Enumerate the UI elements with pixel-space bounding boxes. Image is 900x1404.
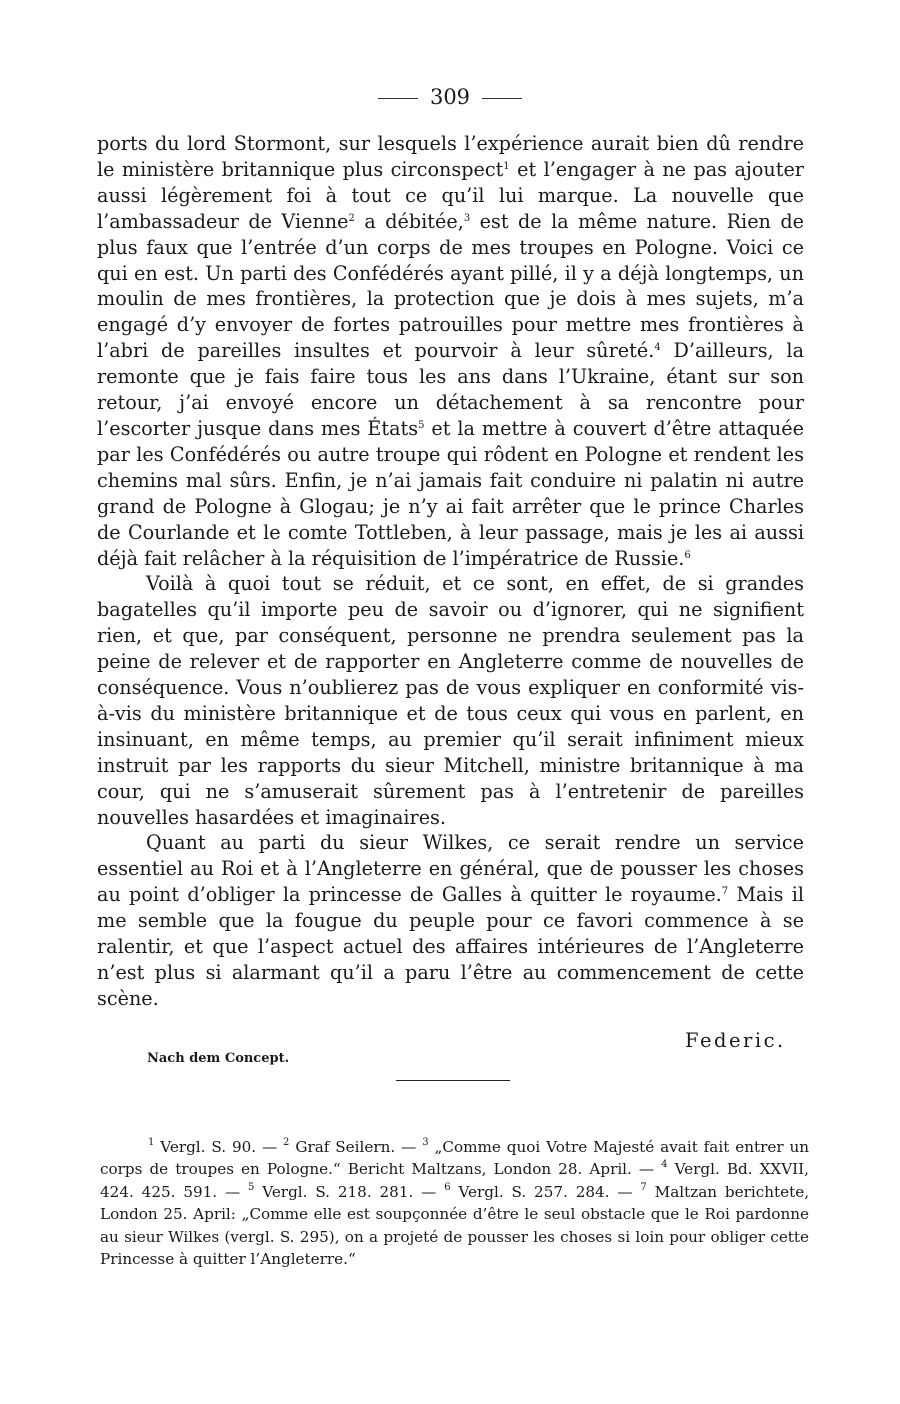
footnote-1: Vergl. S. 90. —: [160, 1138, 284, 1156]
paragraph-1: ports du lord Stormont, sur lesquels l’expérience aurait bien dû rendre le ministère britannique plus circonspect$^1$ et l’engager à ne pas ajouter aussi légèrement foi à tout ce qu’il lui marque. La nouvelle que l’ambassadeur de Vienne$^2$ a débitée,$^3$ est de la même nature. Rien de plus faux que l’entrée d’un corps de mes troupes en Pologne. Voici ce qui en est. Un parti des Confédérés ayant pillé, il y a déjà longtemps, un moulin de mes frontières, la protection que je dois à mes sujets, m’a engagé d’y envoyer de fortes patrouilles pour mettre mes frontières à l’abri de pareilles insultes et pourvoir à leur sûreté.$^4$ D’ailleurs, la remonte que je fais faire tous les ans dans l’Ukraine, étant sur son retour, j’ai envoyé encore un détachement à sa rencontre pour l’escorter jusque dans mes États$^5$ et la mettre à couvert d’être attaquée par les Confédérés ou autre troupe qui rôdent en Pologne et rendent les chemins mal sûrs. Enfin, je n’ai jamais fait conduire ni palatin ni autre grand de Pologne à Glogau; je n’y ai fait arrêter que le prince Charles de Courlande et le comte Tottleben, à leur passage, mais je les ai aussi déjà fait relâcher à la réquisition de l’impératrice de Russie.$^6$: [97, 132, 805, 570]
footnote-4: Vergl. Bd. XXVII, 424. 425. 591. —: [100, 1160, 809, 1201]
footnote-ref-6[interactable]: 6: [684, 549, 691, 561]
header-dash-left: [378, 98, 418, 99]
header-dash-right: [482, 98, 522, 99]
footnote-separator: [396, 1080, 510, 1081]
footnote-ref-1[interactable]: 1: [503, 160, 510, 172]
page-header: [0, 82, 900, 112]
letter-body: [97, 131, 804, 1012]
footnote-3: „Comme quoi Votre Majesté avait fait entrer un corps de troupes en Pologne.“ Bericht Maltzans, London 28. April. —: [100, 1138, 810, 1179]
footnote-ref-5[interactable]: 5: [418, 419, 425, 431]
footnote-6: Vergl. S. 257. 284. —: [458, 1182, 641, 1201]
footnote-ref-4[interactable]: 4: [654, 342, 661, 354]
signature: Federic.: [685, 1029, 786, 1052]
page-number: 309: [429, 85, 471, 109]
footnote-ref-3[interactable]: 3: [463, 212, 471, 224]
paragraph-2: Voilà à quoi tout se réduit, et ce sont, en effet, de si grandes bagatelles qu’il importe peu de savoir ou d’ignorer, qui ne signifient rien, et que, par conséquent, personne ne prendra seulement pas la peine de relever et de rapporter en Angleterre comme de nouvelles de conséquence. Vous n’oublierez pas de vous expliquer en conformité vis-à-vis du ministère britannique et de tous ceux qui vous en parlent, en insinuant, en même temps, au premier qu’il serait infiniment mieux instruit par les rapports du sieur Mitchell, ministre britannique à ma cour, qui ne s’amuserait sûrement pas à l’entretenir de pareilles nouvelles hasardées et imaginaires.: [97, 572, 804, 829]
footnote-ref-7[interactable]: 7: [721, 886, 729, 898]
footnote-block: $^1$ Vergl. S. 90. — $^2$ Graf Seilern. — $^3$ „Comme quoi Votre Majesté avait fait entrer un corps de troupes en Pologne.“ Bericht Maltzans, London 28. April. — $^4$ Vergl. Bd. XXVII, 424. 425. 591. — $^5$ Vergl. S. 218. 281. — $^6$ Vergl. S. 257. 284. — $^7$ Maltzan berichtete, London 25. April: „Comme elle est soupçonnée d’être le seul obstacle que le Roi pardonne au sieur Wilkes (vergl. S. 295), on a projeté de pousser les choses si loin pour obliger cette Princesse à quitter l’Angleterre.“: [100, 1137, 810, 1269]
footnotes: [100, 1136, 809, 1270]
source-note: Nach dem Concept.: [147, 1051, 290, 1066]
footnote-ref-2[interactable]: 2: [348, 212, 355, 224]
paragraph-3: Quant au parti du sieur Wilkes, ce serait rendre un service essentiel au Roi et à l’Angleterre en général, que de pousser les choses au point d’obliger la princesse de Galles à quitter le royaume.$^7$ Mais il me semble que la fougue du peuple pour ce favori commence à se ralentir, et que l’aspect actuel des affaires intérieures de l’Angleterre n’est plus si alarmant qu’il a paru l’être au commencement de cette scène.: [97, 831, 804, 1010]
footnote-5: Vergl. S. 218. 281. —: [262, 1182, 445, 1201]
footnote-2: Graf Seilern. —: [295, 1138, 423, 1156]
footnote-7: Maltzan berichtete, London 25. April: „Comme elle est soupçonnée d’être le seul obstacle que le Roi pardonne au sieur Wilkes (vergl. S. 295), on a projeté de pousser les choses si loin pour obliger cette Princesse à quitter l’Angleterre.“: [100, 1182, 810, 1269]
